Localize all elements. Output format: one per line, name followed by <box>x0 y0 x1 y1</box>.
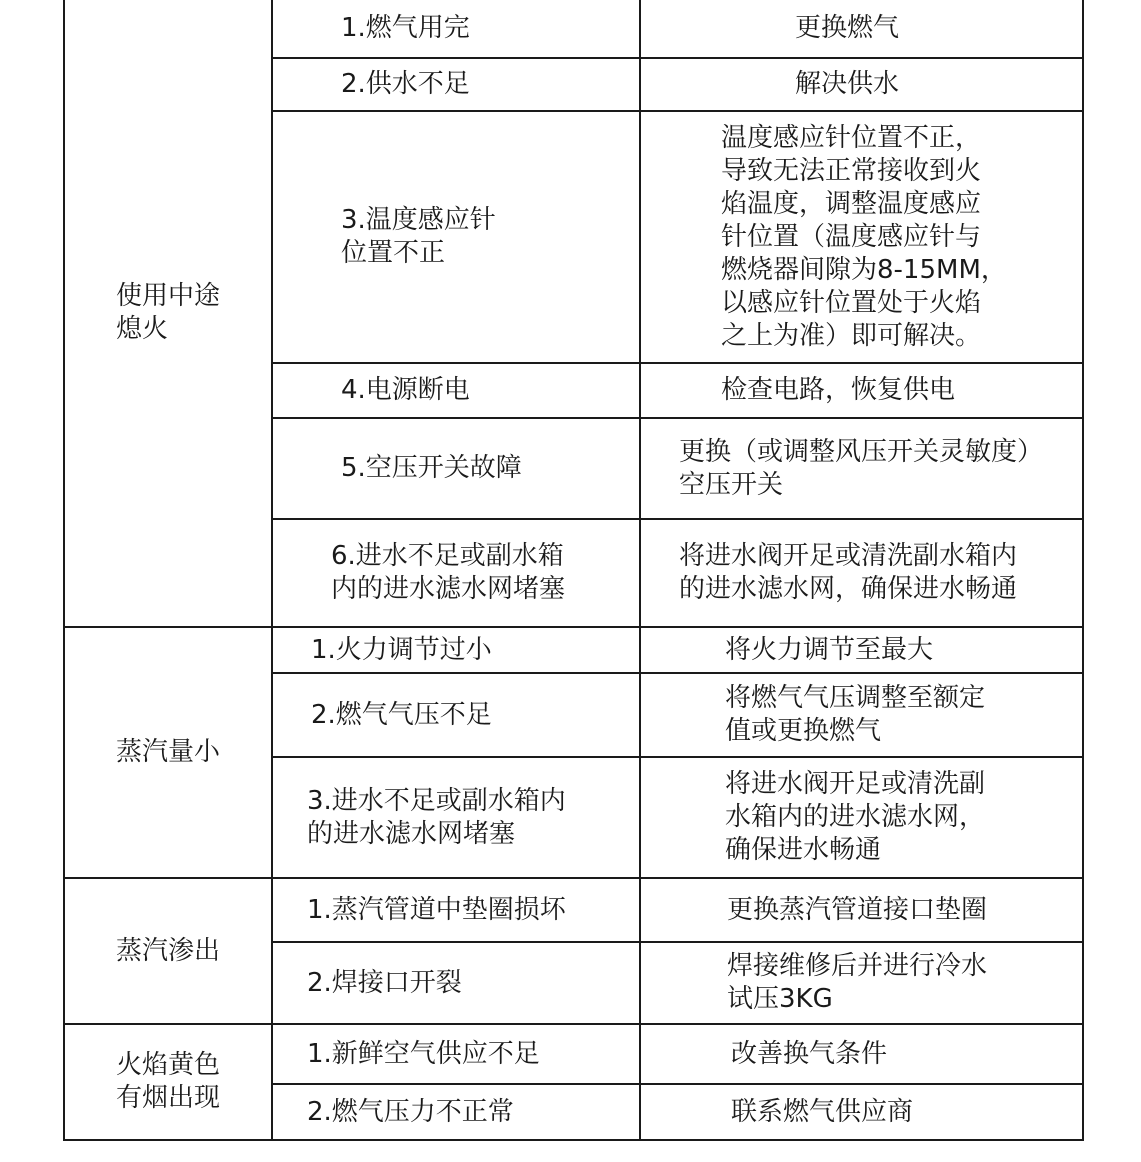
cause-cell <box>272 878 640 942</box>
fix-cell <box>640 1084 1083 1140</box>
cause-cell <box>272 111 640 363</box>
cause-text: 2.供水不足 <box>341 69 470 99</box>
fix-text: 将进水阀开足或清洗副水箱内 的进水滤水网，确保进水畅通 <box>679 541 1018 604</box>
cause-text: 6.进水不足或副水箱 内的进水滤水网堵塞 <box>331 541 566 604</box>
fix-cell <box>640 0 1083 58</box>
cause-text: 5.空压开关故障 <box>341 453 522 483</box>
cause-text: 2.焊接口开裂 <box>307 967 462 998</box>
fix-text: 检查电路，恢复供电 <box>721 375 956 405</box>
fix-cell <box>640 58 1083 111</box>
symptom-label: 蒸汽渗出 <box>115 935 220 966</box>
symptom-cell <box>64 0 272 627</box>
cause-cell <box>272 0 640 58</box>
symptom-cell <box>64 627 272 878</box>
cause-text: 1.新鲜空气供应不足 <box>307 1038 540 1069</box>
cause-cell <box>272 58 640 111</box>
fix-text: 将火力调节至最大 <box>725 634 934 665</box>
fix-text: 更换（或调整风压开关灵敏度） 空压开关 <box>679 436 1044 500</box>
troubleshooting-table <box>63 0 1084 1141</box>
fix-text: 将燃气气压调整至额定 值或更换燃气 <box>725 683 986 746</box>
cause-cell <box>272 418 640 519</box>
cause-text: 1.蒸汽管道中垫圈损坏 <box>307 894 566 925</box>
fix-cell <box>640 627 1083 673</box>
cause-cell <box>272 1024 640 1084</box>
fix-cell <box>640 757 1083 878</box>
fix-cell <box>640 363 1083 418</box>
cause-text: 1.燃气用完 <box>341 13 470 43</box>
fix-cell <box>640 942 1083 1024</box>
table-row <box>64 0 1083 58</box>
fix-cell <box>640 418 1083 519</box>
fix-text: 将进水阀开足或清洗副 水箱内的进水滤水网， 确保进水畅通 <box>725 769 986 865</box>
cause-cell <box>272 757 640 878</box>
symptom-label: 火焰黄色 有烟出现 <box>115 1050 220 1113</box>
cause-text: 4.电源断电 <box>341 375 470 405</box>
table-row <box>64 627 1083 673</box>
symptom-label: 蒸汽量小 <box>115 737 220 767</box>
fix-text: 温度感应针位置不正， 导致无法正常接收到火 焰温度，调整温度感应 针位置（温度感应针与 燃烧器间隙为8-15MM， 以感应针位置处于火焰 之上为准）即可解决。 <box>721 122 1007 351</box>
cause-text: 3.温度感应针 位置不正 <box>341 205 496 268</box>
fix-cell <box>640 1024 1083 1084</box>
fix-cell <box>640 519 1083 627</box>
fix-text: 联系燃气供应商 <box>731 1096 914 1127</box>
cause-cell <box>272 673 640 757</box>
table-row <box>64 1024 1083 1084</box>
cause-text: 2.燃气压力不正常 <box>307 1096 514 1127</box>
fix-cell <box>640 878 1083 942</box>
fix-text: 更换燃气 <box>795 13 900 43</box>
symptom-cell <box>64 878 272 1024</box>
fix-text: 解决供水 <box>795 69 900 99</box>
cause-cell <box>272 942 640 1024</box>
cause-cell <box>272 363 640 418</box>
fix-text: 焊接维修后并进行冷水 试压3KG <box>727 951 988 1014</box>
fix-cell <box>640 673 1083 757</box>
cause-cell <box>272 627 640 673</box>
fix-text: 改善换气条件 <box>731 1038 888 1069</box>
symptom-label: 使用中途 熄火 <box>115 281 220 344</box>
cause-text: 2.燃气气压不足 <box>311 699 492 730</box>
cause-text: 1.火力调节过小 <box>311 634 492 665</box>
cause-cell <box>272 519 640 627</box>
symptom-cell <box>64 1024 272 1140</box>
fix-cell <box>640 111 1083 363</box>
cause-text: 3.进水不足或副水箱内 的进水滤水网堵塞 <box>307 785 566 849</box>
fix-text: 更换蒸汽管道接口垫圈 <box>727 894 988 925</box>
table-row <box>64 878 1083 942</box>
cause-cell <box>272 1084 640 1140</box>
